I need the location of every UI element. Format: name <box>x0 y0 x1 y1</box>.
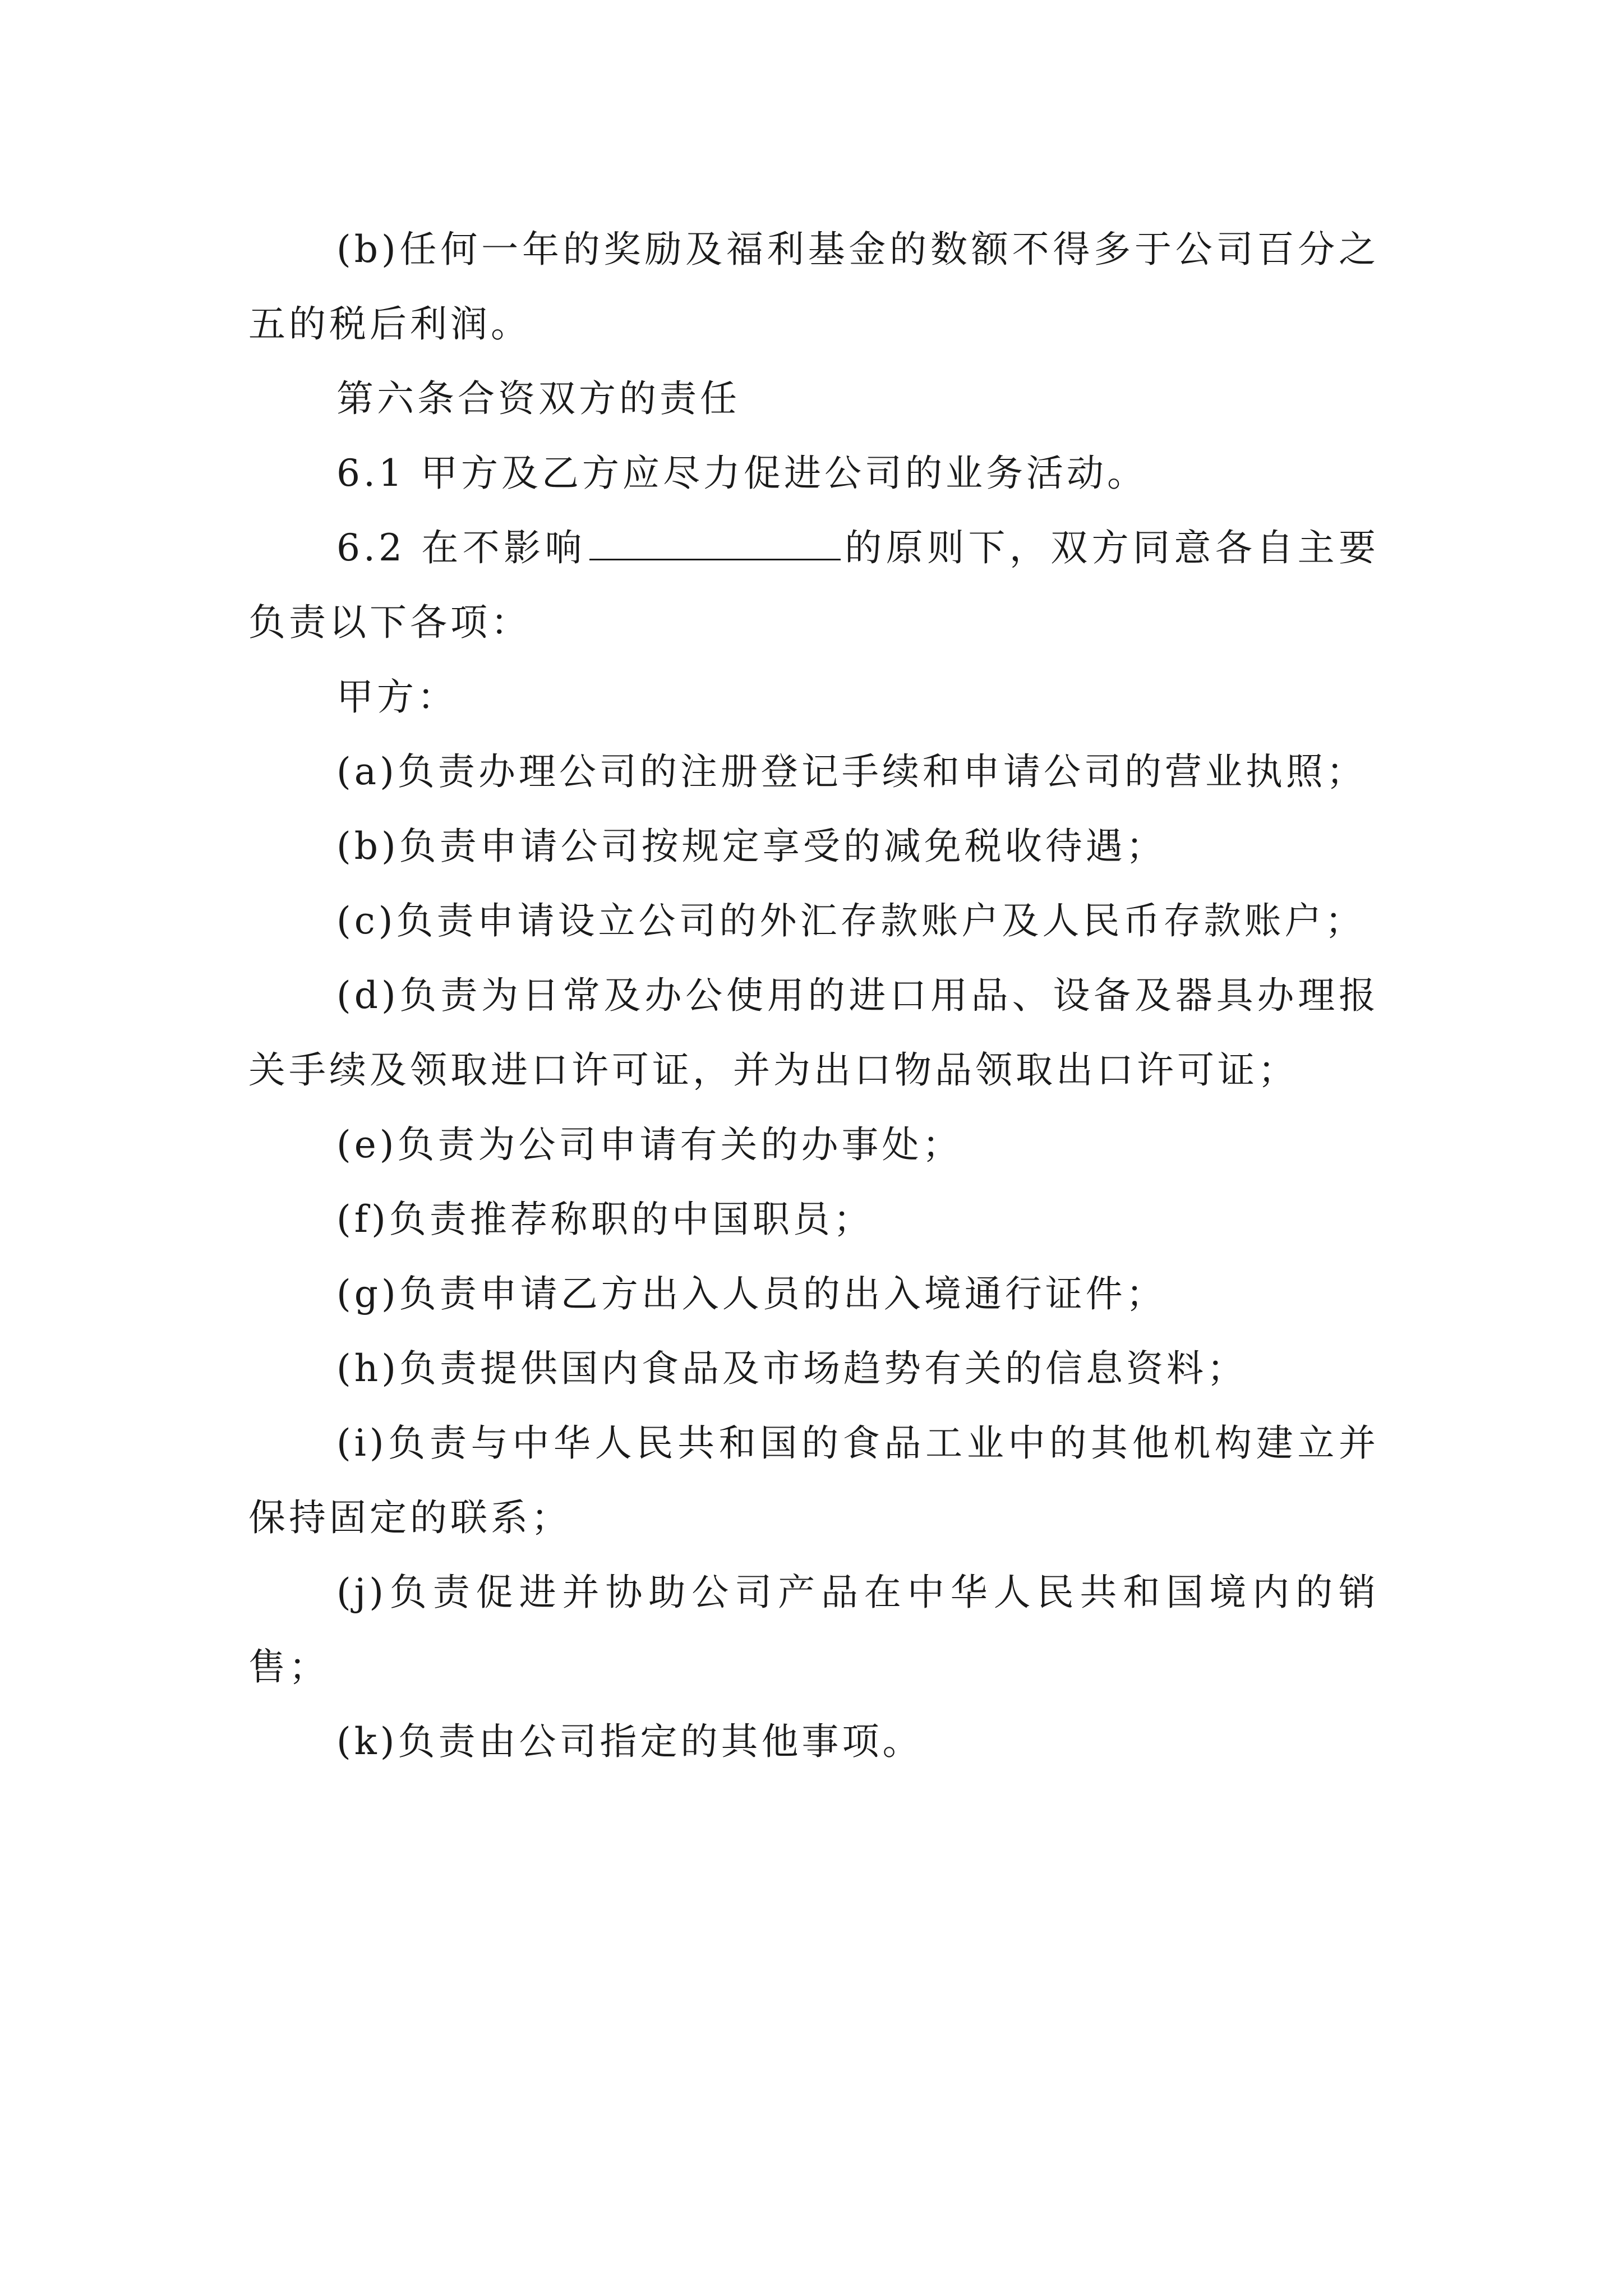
list-item-g: (g)负责申请乙方出入人员的出入境通行证件； <box>336 1272 1166 1315</box>
list-item-d: (d)负责为日常及办公使用的进口用品、设备及器具办理报关手续及领取进口许可证，并为出口物品领取出口许可证； <box>248 974 1379 1092</box>
list-item-e: (e)负责为公司申请有关的办事处； <box>336 1123 963 1166</box>
list-item-a: (a)负责办理公司的注册登记手续和申请公司的营业执照； <box>336 750 1367 793</box>
list-item-b: (b)负责申请公司按规定享受的减免税收待遇； <box>336 825 1166 868</box>
list-item-k: (k)负责由公司指定的其他事项。 <box>336 1720 923 1763</box>
section-heading-article-6: 第六条合资双方的责任 <box>336 377 740 420</box>
clause-6-2-before-blank: 6.2 在不影响 <box>336 526 586 569</box>
list-item-f: (f)负责推荐称职的中国职员； <box>336 1198 874 1241</box>
list-item-c: (c)负责申请设立公司的外汇存款账户及人民币存款账户； <box>336 899 1366 942</box>
paragraph-welfare-fund-limit: (b)任何一年的奖励及福利基金的数额不得多于公司百分之五的税后利润。 <box>248 228 1379 346</box>
clause-6-2-after-blank: 的原则下，双方同意各自主要负责以下各项： <box>248 526 1379 644</box>
fill-in-blank <box>589 526 841 560</box>
clause-6-2 <box>248 510 1379 660</box>
list-item-h: (h)负责提供国内食品及市场趋势有关的信息资料； <box>336 1347 1248 1390</box>
clause-6-1: 6.1 甲方及乙方应尽力促进公司的业务活动。 <box>336 452 1147 495</box>
list-item-j: (j)负责促进并协助公司产品在中华人民共和国境内的销售； <box>248 1571 1379 1688</box>
document-body <box>248 212 1379 1779</box>
party-a-heading: 甲方： <box>336 675 458 719</box>
list-item-i: (i)负责与中华人民共和国的食品工业中的其他机构建立并保持固定的联系； <box>248 1421 1379 1539</box>
